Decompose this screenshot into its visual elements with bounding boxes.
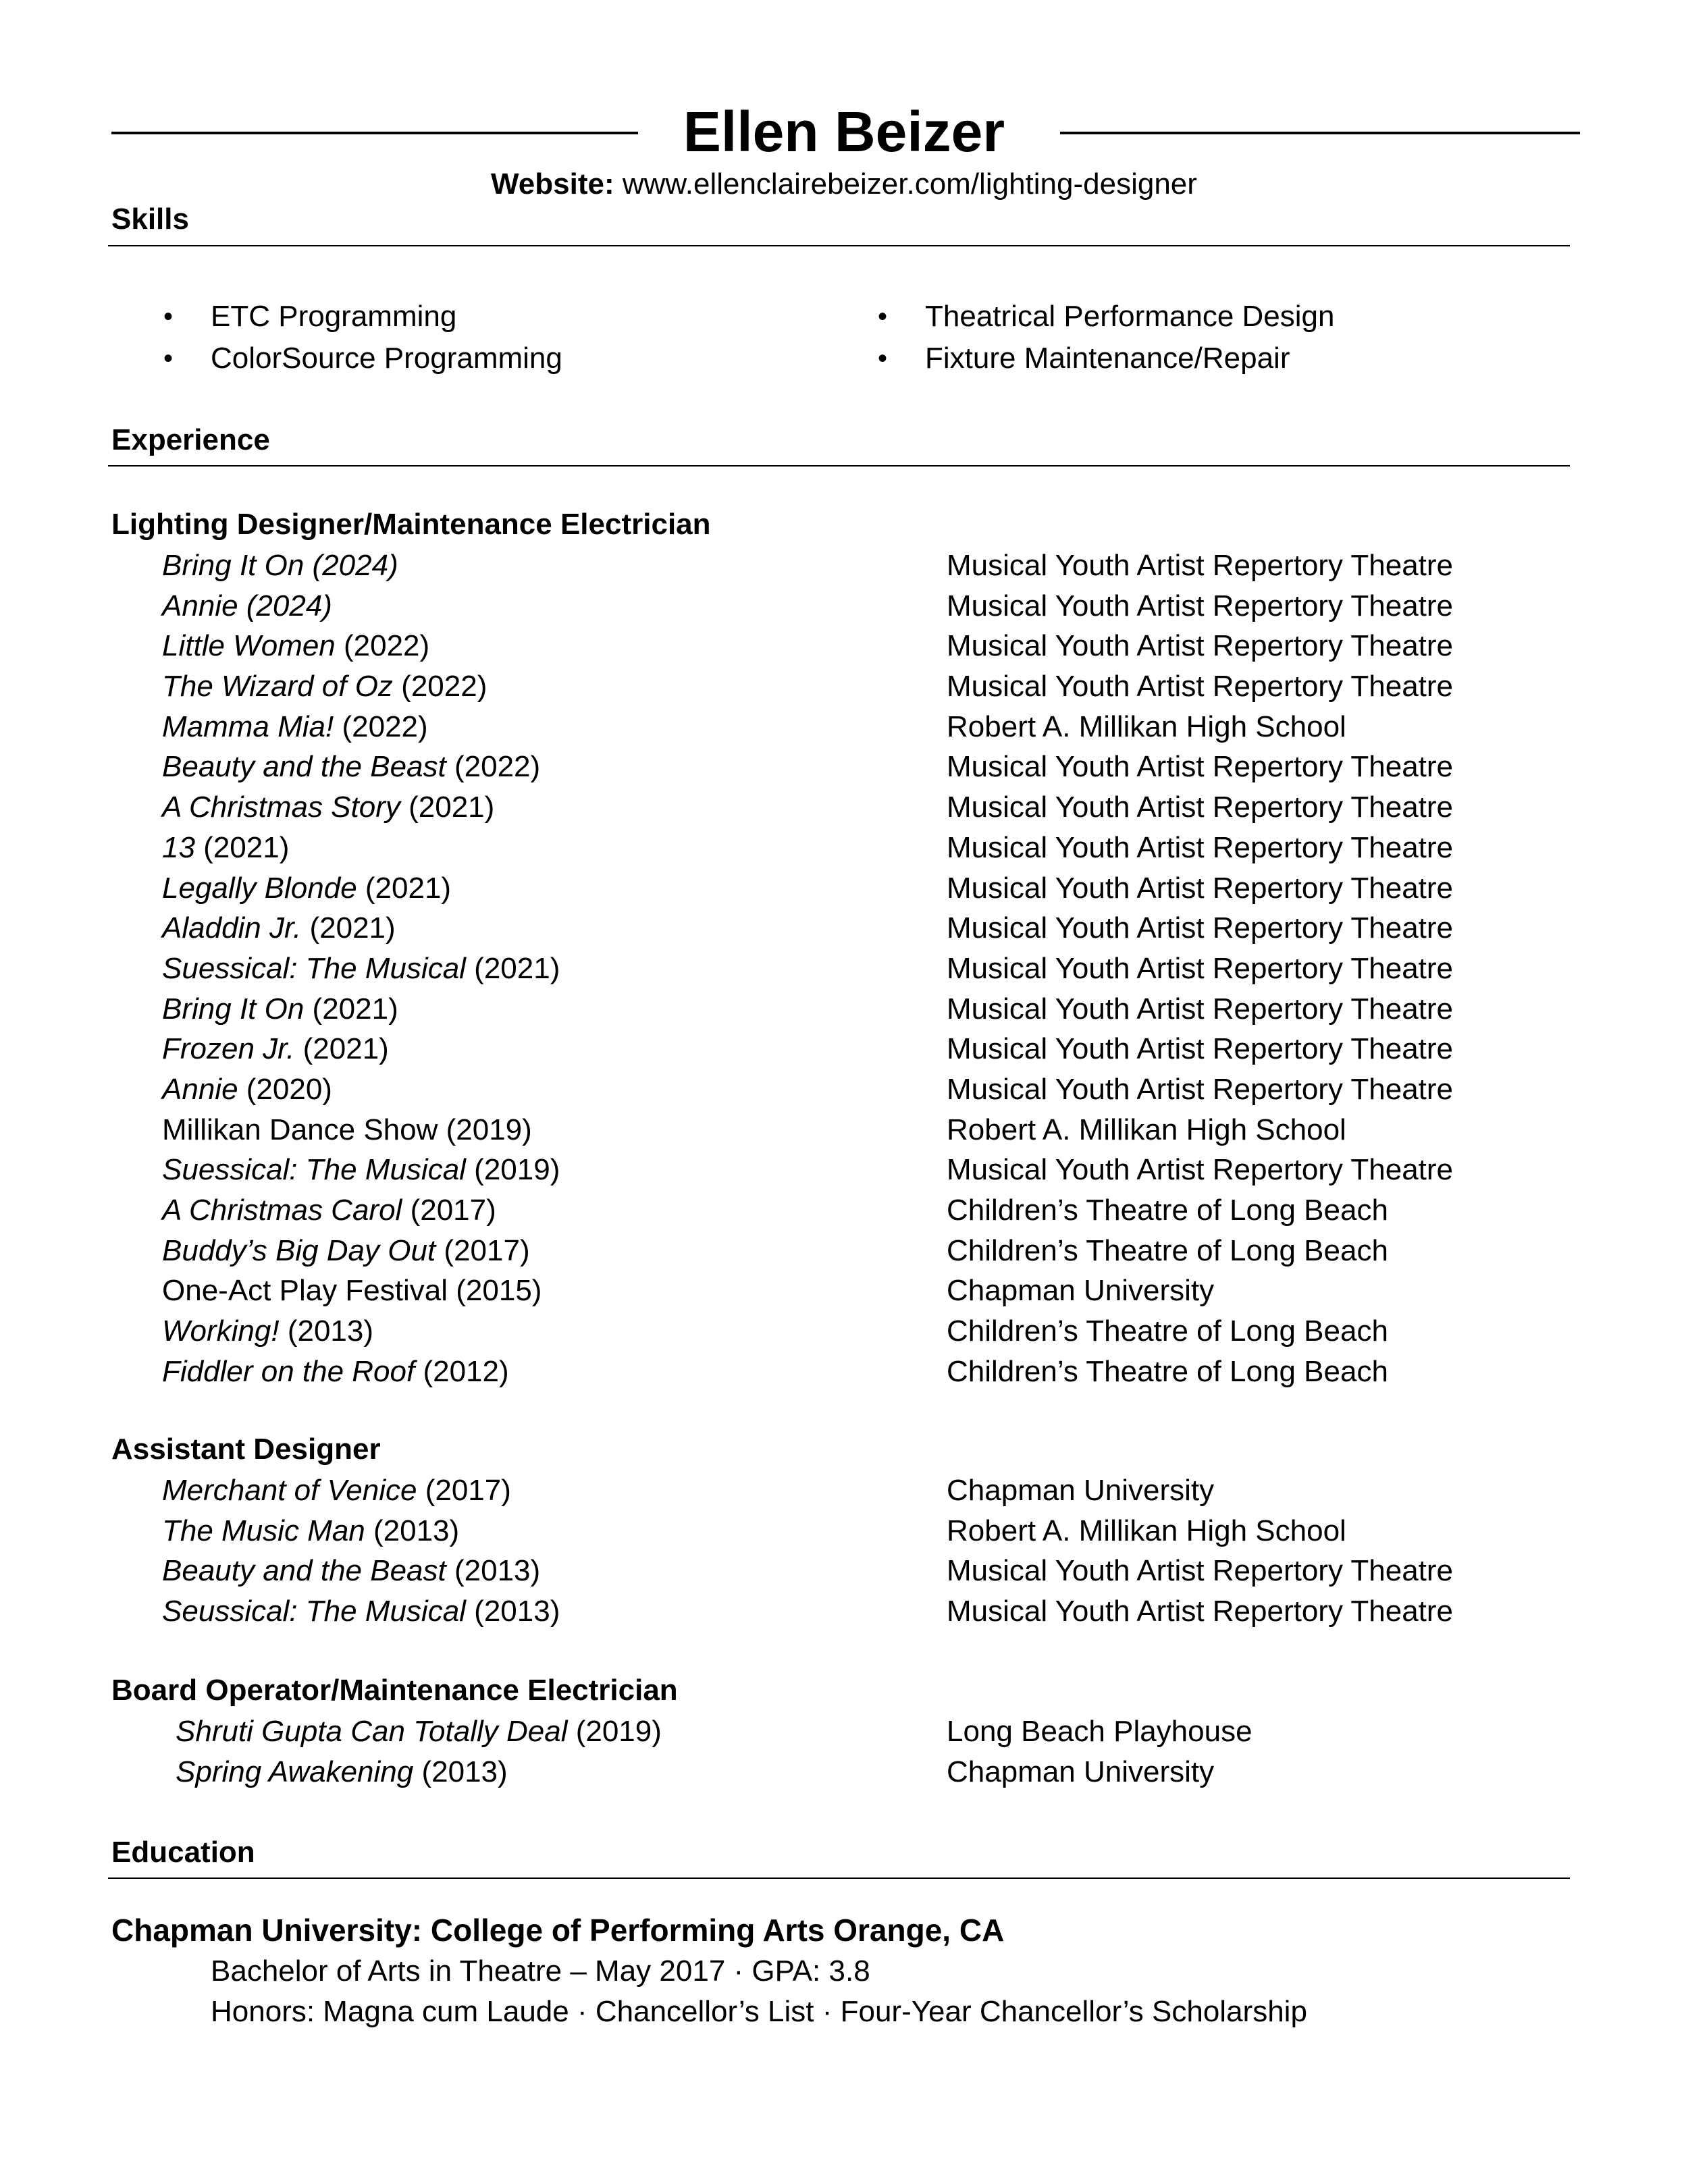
credit-show <box>162 1231 530 1271</box>
education-heading: Education <box>111 1836 255 1869</box>
credit-row <box>0 1150 1688 1190</box>
show-year: (2013) <box>465 1595 560 1628</box>
credit-row <box>0 868 1688 909</box>
show-title: Annie <box>162 1072 238 1106</box>
show-year: (2021) <box>465 951 560 985</box>
show-title: Legally Blonde <box>162 871 357 905</box>
show-title: Mamma Mia! <box>162 710 334 743</box>
show-year: (2013) <box>446 1554 541 1588</box>
show-title: Bring It On <box>162 992 305 1026</box>
credit-row <box>0 747 1688 787</box>
credit-show <box>162 828 289 868</box>
show-title: Bring It On (2024) <box>162 549 398 582</box>
credit-row <box>0 707 1688 747</box>
education-honors: Honors: Magna cum Laude · Chancellor’s List · Four-Year Chancellor’s Scholarship <box>211 1995 1307 2028</box>
credit-venue: Children’s Theatre of Long Beach <box>947 1233 1388 1267</box>
credit-show <box>162 1311 373 1352</box>
credit-venue: Chapman University <box>947 1755 1215 1788</box>
show-title: Fiddler on the Roof <box>162 1354 415 1388</box>
show-title: 13 <box>162 830 195 864</box>
credit-venue: Musical Youth Artist Repertory Theatre <box>947 670 1454 703</box>
credit-show <box>162 787 494 828</box>
credit-row <box>0 1110 1688 1150</box>
credit-show <box>162 868 451 909</box>
show-year: (2020) <box>238 1072 332 1106</box>
credit-row <box>0 1271 1688 1311</box>
experience-rule <box>108 465 1570 467</box>
show-title: Suessical: The Musical <box>162 951 466 985</box>
credit-venue: Musical Youth Artist Repertory Theatre <box>947 1072 1454 1106</box>
credit-row <box>0 949 1688 989</box>
credit-show <box>162 707 428 747</box>
website-line <box>0 167 1688 202</box>
credit-row <box>0 1190 1688 1231</box>
credit-venue: Children’s Theatre of Long Beach <box>947 1314 1388 1348</box>
credit-row <box>0 828 1688 868</box>
show-title: Aladdin Jr. <box>162 911 302 945</box>
credit-show <box>162 1511 459 1551</box>
credit-show <box>162 1190 496 1231</box>
show-year: (2021) <box>400 791 495 824</box>
credit-venue: Musical Youth Artist Repertory Theatre <box>947 1032 1454 1066</box>
candidate-name: Ellen Beizer <box>683 100 1005 163</box>
credit-show <box>162 1069 332 1110</box>
bullet-icon: • <box>878 344 888 373</box>
credit-show <box>162 626 429 666</box>
show-year: (2013) <box>365 1514 460 1547</box>
education-school: Chapman University: College of Performing Arts Orange, CA <box>111 1913 1005 1948</box>
show-title: Annie (2024) <box>162 589 332 622</box>
skill-item: • ETC Programming <box>211 296 562 338</box>
credit-venue: Robert A. Millikan High School <box>947 1514 1346 1547</box>
credit-row <box>0 1311 1688 1352</box>
skills-list-left <box>163 296 562 379</box>
credit-show <box>162 1271 542 1311</box>
skills-rule <box>108 245 1570 246</box>
credit-venue: Musical Youth Artist Repertory Theatre <box>947 750 1454 784</box>
credit-venue: Musical Youth Artist Repertory Theatre <box>947 992 1454 1026</box>
credit-show <box>162 1110 532 1150</box>
credit-venue: Musical Youth Artist Repertory Theatre <box>947 1595 1454 1628</box>
show-title: A Christmas Story <box>162 791 400 824</box>
credit-row <box>0 1231 1688 1271</box>
credit-show <box>162 586 332 627</box>
show-title: Beauty and the Beast <box>162 750 446 784</box>
credit-row <box>0 1069 1688 1110</box>
show-year: (2017) <box>402 1194 496 1227</box>
credit-venue: Children’s Theatre of Long Beach <box>947 1354 1388 1388</box>
show-title: Merchant of Venice <box>162 1474 417 1507</box>
credit-venue: Musical Youth Artist Repertory Theatre <box>947 911 1454 945</box>
show-title: The Music Man <box>162 1514 365 1547</box>
credit-venue: Musical Youth Artist Repertory Theatre <box>947 1554 1454 1588</box>
show-year: (2017) <box>417 1474 511 1507</box>
show-year: (2021) <box>194 830 290 864</box>
show-title: Beauty and the Beast <box>162 1554 446 1588</box>
credit-show <box>162 545 398 586</box>
credit-row <box>0 666 1688 707</box>
website-link[interactable]: www.ellenclairebeizer.com/lighting-designer <box>622 167 1197 201</box>
credit-row <box>0 626 1688 666</box>
show-year: (2021) <box>301 911 396 945</box>
credit-row <box>0 1551 1688 1591</box>
credit-venue: Musical Youth Artist Repertory Theatre <box>947 1153 1454 1187</box>
credit-row <box>0 545 1688 586</box>
credit-venue: Children’s Theatre of Long Beach <box>947 1194 1388 1227</box>
show-title: Seussical: The Musical <box>162 1595 466 1628</box>
credit-venue: Musical Youth Artist Repertory Theatre <box>947 629 1454 663</box>
role-title: Assistant Designer <box>111 1433 381 1466</box>
credit-venue: Chapman University <box>947 1274 1215 1308</box>
credit-show <box>162 1551 540 1591</box>
show-title: Suessical: The Musical <box>162 1153 466 1187</box>
credit-venue: Chapman University <box>947 1474 1215 1507</box>
credit-show <box>162 747 540 787</box>
credits-list <box>0 1711 1688 1792</box>
bullet-icon: • <box>163 302 174 331</box>
credit-show <box>162 1352 509 1392</box>
show-year: (2013) <box>279 1314 374 1348</box>
show-year: (2021) <box>304 992 398 1026</box>
credit-venue: Robert A. Millikan High School <box>947 1113 1346 1146</box>
credit-show <box>162 1150 560 1190</box>
credit-row <box>0 787 1688 828</box>
bullet-icon: • <box>878 302 888 331</box>
education-rule <box>108 1877 1570 1879</box>
role-title: Lighting Designer/Maintenance Electrician <box>111 508 711 541</box>
skill-item: • Theatrical Performance Design <box>925 296 1334 338</box>
credit-row <box>0 1711 1688 1752</box>
credit-venue: Long Beach Playhouse <box>947 1715 1252 1748</box>
skills-list-right <box>878 296 1335 379</box>
skill-item: • Fixture Maintenance/Repair <box>925 338 1334 379</box>
skill-item: • ColorSource Programming <box>211 338 562 379</box>
show-title: Frozen Jr. <box>162 1032 295 1066</box>
show-title: Little Women <box>162 629 336 663</box>
credit-venue: Musical Youth Artist Repertory Theatre <box>947 549 1454 582</box>
show-title: Spring Awakening <box>176 1755 414 1788</box>
credit-row <box>0 1352 1688 1392</box>
show-year: (2022) <box>392 670 487 703</box>
show-year: One-Act Play Festival (2015) <box>162 1274 542 1308</box>
show-year: Millikan Dance Show (2019) <box>162 1113 532 1146</box>
credit-show <box>162 1029 389 1069</box>
skills-heading: Skills <box>111 203 189 236</box>
credit-show <box>162 949 560 989</box>
show-year: (2013) <box>413 1755 508 1788</box>
show-year: (2017) <box>436 1233 530 1267</box>
role-title: Board Operator/Maintenance Electrician <box>111 1674 678 1707</box>
credit-venue: Musical Youth Artist Repertory Theatre <box>947 589 1454 622</box>
credit-row <box>0 1752 1688 1792</box>
credit-row <box>0 989 1688 1030</box>
show-year: (2019) <box>567 1715 662 1748</box>
show-title: The Wizard of Oz <box>162 670 393 703</box>
credits-list <box>0 545 1688 1391</box>
show-title: A Christmas Carol <box>162 1194 402 1227</box>
show-year: (2022) <box>446 750 541 784</box>
credit-row <box>0 586 1688 627</box>
credit-row <box>0 1029 1688 1069</box>
credits-list <box>0 1470 1688 1632</box>
website-label: Website: <box>491 167 614 201</box>
credit-show <box>162 1470 511 1511</box>
credit-show <box>176 1752 508 1792</box>
education-degree: Bachelor of Arts in Theatre – May 2017 · GPA: 3.8 <box>211 1954 870 1988</box>
credit-show <box>162 666 487 707</box>
show-year: (2021) <box>294 1032 389 1066</box>
credit-row <box>0 1511 1688 1551</box>
credit-row <box>0 1591 1688 1632</box>
credit-show <box>162 989 398 1030</box>
credit-row <box>0 1470 1688 1511</box>
credit-show <box>162 908 396 949</box>
show-year: (2022) <box>335 629 430 663</box>
show-year: (2022) <box>334 710 428 743</box>
credit-show <box>162 1591 560 1632</box>
show-title: Buddy’s Big Day Out <box>162 1233 436 1267</box>
show-year: (2019) <box>465 1153 560 1187</box>
show-year: (2012) <box>415 1354 509 1388</box>
credit-venue: Musical Youth Artist Repertory Theatre <box>947 871 1454 905</box>
credit-venue: Robert A. Millikan High School <box>947 710 1346 743</box>
credit-venue: Musical Youth Artist Repertory Theatre <box>947 830 1454 864</box>
credit-show <box>176 1711 662 1752</box>
experience-heading: Experience <box>111 423 270 456</box>
show-title: Shruti Gupta Can Totally Deal <box>176 1715 568 1748</box>
show-title: Working! <box>162 1314 280 1348</box>
credit-row <box>0 908 1688 949</box>
show-year: (2021) <box>357 871 452 905</box>
credit-venue: Musical Youth Artist Repertory Theatre <box>947 951 1454 985</box>
credit-venue: Musical Youth Artist Repertory Theatre <box>947 791 1454 824</box>
bullet-icon: • <box>163 344 174 373</box>
